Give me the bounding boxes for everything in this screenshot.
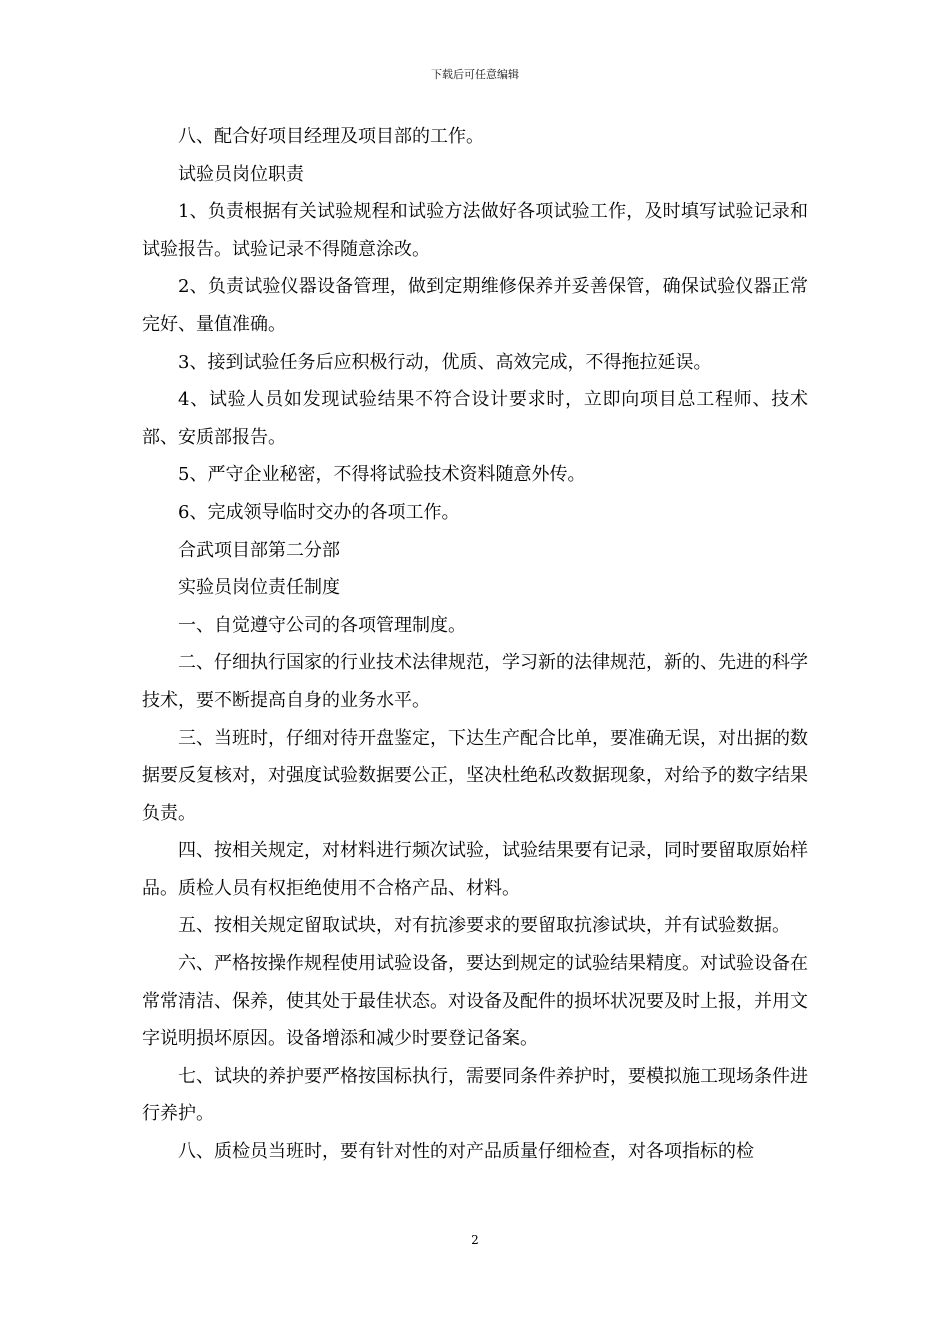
paragraph-6: 4、试验人员如发现试验结果不符合设计要求时，立即向项目总工程师、技术部、安质部报告。 bbox=[142, 389, 808, 448]
paragraph-8: 6、完成领导临时交办的各项工作。 bbox=[178, 501, 460, 523]
document-body bbox=[142, 118, 808, 1171]
page-number: 2 bbox=[471, 1233, 479, 1247]
section-heading-lab-officer: 实验员岗位责任制度 bbox=[178, 577, 340, 599]
paragraph-7: 5、严守企业秘密，不得将试验技术资料随意外传。 bbox=[178, 464, 586, 486]
paragraph-5: 3、接到试验任务后应积极行动，优质、高效完成，不得拖拉延误。 bbox=[178, 351, 712, 373]
page-header: 下载后可任意编辑 bbox=[431, 68, 519, 81]
paragraph-11: 一、自觉遵守公司的各项管理制度。 bbox=[178, 614, 466, 636]
paragraph-3: 1、负责根据有关试验规程和试验方法做好各项试验工作，及时填写试验记录和试验报告。试验记录不得随意涂改。 bbox=[142, 201, 808, 260]
department-name: 合武项目部第二分部 bbox=[178, 539, 340, 561]
paragraph-4: 2、负责试验仪器设备管理，做到定期维修保养并妥善保管，确保试验仪器正常完好、量值准确。 bbox=[142, 276, 808, 335]
paragraph-17: 七、试块的养护要严格按国标执行，需要同条件养护时，要模拟施工现场条件进行养护。 bbox=[142, 1065, 808, 1125]
paragraph-12: 二、仔细执行国家的行业技术法律规范，学习新的法律规范，新的、先进的科学技术，要不断提高自身的业务水平。 bbox=[142, 652, 808, 711]
paragraph-16: 六、严格按操作规程使用试验设备，要达到规定的试验结果精度。对试验设备在常常清洁、保养，使其处于最佳状态。对设备及配件的损坏状况要及时上报，并用文字说明损坏原因。设备增添和减少时要登记备案。 bbox=[142, 953, 808, 1050]
section-heading-test-officer: 试验员岗位职责 bbox=[178, 163, 304, 185]
paragraph-18: 八、质检员当班时，要有针对性的对产品质量仔细检查，对各项指标的检 bbox=[178, 1141, 754, 1163]
paragraph-13: 三、当班时，仔细对待开盘鉴定，下达生产配合比单，要准确无误，对出据的数据要反复核对，对强度试验数据要公正，坚决杜绝私改数据现象，对给予的数字结果负责。 bbox=[142, 727, 808, 824]
paragraph-15: 五、按相关规定留取试块，对有抗渗要求的要留取抗渗试块，并有试验数据。 bbox=[178, 915, 790, 937]
paragraph-14: 四、按相关规定，对材料进行频次试验，试验结果要有记录，同时要留取原始样品。质检人员有权拒绝使用不合格产品、材料。 bbox=[142, 840, 808, 899]
paragraph-1: 八、配合好项目经理及项目部的工作。 bbox=[178, 126, 484, 147]
